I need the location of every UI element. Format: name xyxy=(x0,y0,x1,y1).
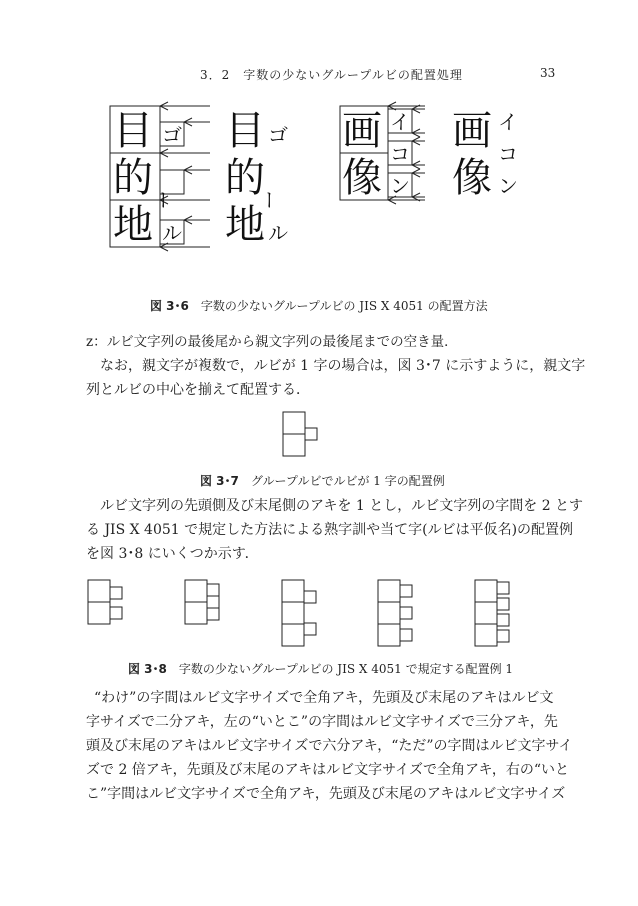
paragraph-3-line-4: ズで 2 倍アキ，先頭及び末尾のアキはルビ文字サイズで全角アキ，右の“いと xyxy=(86,762,570,778)
paragraph-3-line-5: こ”字間はルビ文字サイズで全角アキ，先頭及び末尾のアキはルビ文字サイズ xyxy=(86,786,566,802)
paragraph-1-line-1: なお，親文字が複数で，ルビが 1 字の場合は，図 3･7 に示すように，親文字 xyxy=(100,358,586,374)
figure-3-6-svg xyxy=(0,0,638,300)
paragraph-3-line-1: “わけ”の字間はルビ文字サイズで全角アキ，先頭及び末尾のアキはルビ文 xyxy=(94,690,554,706)
paragraph-3-line-2: 字サイズで二分アキ，左の“いとこ”の字間はルビ文字サイズで三分アキ，先 xyxy=(86,714,558,730)
page-number: 33 xyxy=(540,66,556,80)
fig36-left-plain-base-1: 目 xyxy=(225,108,265,154)
figure-3-7-svg xyxy=(0,410,638,470)
fig36-right-plain-base-2: 像 xyxy=(452,155,492,201)
fig36-right-base-2: 像 xyxy=(342,155,382,201)
fig36-left-base-1: 目 xyxy=(113,108,153,154)
fig36-left-plain-base-3: 地 xyxy=(225,202,265,248)
figure-3-8-diagram xyxy=(0,575,638,655)
running-header: 3．2 字数の少ないグループルビの配置処理 xyxy=(200,68,463,82)
fig36-right-ruby-3: ン xyxy=(390,174,410,198)
fig36-left-plain-ruby-2: ー xyxy=(256,190,280,210)
fig36-left-plain-base-2: 的 xyxy=(225,155,265,201)
paragraph-1 xyxy=(86,354,586,402)
fig36-right-plain-ruby-2: コ xyxy=(498,142,518,166)
fig36-left-ruby-2: ー xyxy=(150,190,174,210)
figure-3-6-diagram xyxy=(0,0,638,300)
figure-3-8-svg xyxy=(0,575,638,655)
fig36-right-base-1: 画 xyxy=(342,108,382,154)
fig36-left-base-3: 地 xyxy=(113,202,153,248)
paragraph-2-line-3: を図 3･8 にいくつか示す． xyxy=(86,546,259,562)
paragraph-3-line-3: 頭及び末尾のアキはルビ文字サイズで六分アキ，“ただ”の字間はルビ文字サイ xyxy=(86,738,573,754)
paragraph-2-line-1: ルビ文字列の先頭側及び末尾側のアキを 1 とし，ルビ文字列の字間を 2 とす xyxy=(100,498,584,514)
figure-3-7-caption xyxy=(200,472,445,489)
fig36-left-ruby-3: ル xyxy=(162,221,182,245)
figure-3-6-caption-text: 字数の少ないグループルビの JIS X 4051 の配置方法 xyxy=(200,299,488,313)
paragraph-1-line-2: 列とルビの中心を揃えて配置する． xyxy=(86,382,310,398)
figure-3-6-caption xyxy=(150,297,488,314)
figure-3-7-caption-text: グループルビでルビが 1 字の配置例 xyxy=(250,474,445,488)
definition-line: z：ルビ文字列の最後尾から親文字列の最後尾までの空き量． xyxy=(86,334,458,350)
figure-3-8-caption-text: 字数の少ないグループルビの JIS X 4051 で規定する配置例 1 xyxy=(178,662,514,676)
fig36-right-plain-ruby-1: イ xyxy=(498,110,518,134)
fig36-left-base-2: 的 xyxy=(113,155,153,201)
figure-3-8-label: 図 3･8 xyxy=(128,662,167,676)
fig36-left-plain-ruby-1: ゴ xyxy=(268,123,288,147)
fig36-right-plain-ruby-3: ン xyxy=(498,174,518,198)
paragraph-3 xyxy=(86,686,573,806)
figure-3-7-diagram xyxy=(0,410,638,470)
figure-3-6-label: 図 3･6 xyxy=(150,299,189,313)
paragraph-2 xyxy=(86,494,584,566)
fig36-right-ruby-2: コ xyxy=(390,142,410,166)
fig36-left-ruby-1: ゴ xyxy=(162,123,182,147)
figure-3-8-caption xyxy=(128,660,513,677)
figure-3-7-label: 図 3･7 xyxy=(200,474,239,488)
fig36-right-ruby-1: イ xyxy=(390,110,410,134)
fig36-left-plain-ruby-3: ル xyxy=(268,221,288,245)
paragraph-2-line-2: る JIS X 4051 で規定した方法による熟字訓や当て字(ルビは平仮名)の配置例 xyxy=(86,522,574,538)
fig36-right-plain-base-1: 画 xyxy=(452,108,492,154)
